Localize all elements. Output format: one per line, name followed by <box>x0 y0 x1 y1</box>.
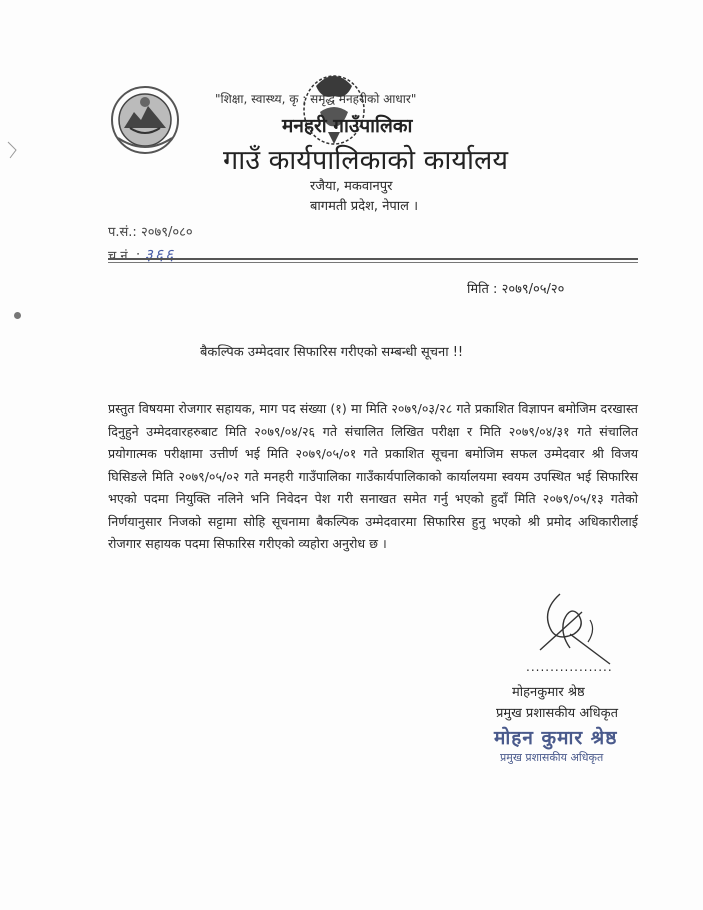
address-line-1: रजैया, मकवानपुर <box>310 179 393 194</box>
letter-body: प्रस्तुत विषयमा रोजगार सहायक, माग पद संख्या (१) मा मिति २०७९/०३/२८ गते प्रकाशित विज्ञापन बमोजिम दरखास्त दिनुहुने उम्मेदवारहरुबाट मिति २०७९/०४/२६ गते संचालित लिखित परीक्षा र मिति २०७९/०४/३१ गते संचालित प्रयोगात्मक परीक्षामा उत्तीर्ण भई मिति २०७९/०५/०१ गते प्रकाशित सूचना बमोजिम सफल उम्मेदवार श्री विजय घिसिङले मिति २०७९/०५/०२ गते मनहरी गाउँपालिका गाउँकार्यपालिकाको कार्यालयमा स्वयम उपस्थित भई सिफारिस भएको पदमा नियुक्ति नलिने भनि निवेदन पेश गरी सनाखत समेत गर्नु भएको हुदाँ मिति २०७९/०५/१३ गतेको निर्णयानुसार निजको सट्टामा सोहि सूचनामा बैकल्पिक उम्मेदवारमा सिफारिस हुनु भएको श्री प्रमोद अधिकारीलाई रोजगार सहायक पदमा सिफारिस गरीएको व्यहोरा अनुरोध छ । <box>108 401 638 551</box>
title-stamp: प्रमुख प्रशासकीय अधिकृत <box>500 751 604 764</box>
letter-subject: बैकल्पिक उम्मेदवार सिफारिस गरीएको सम्बन्धी सूचना !! <box>200 345 464 360</box>
name-stamp: मोहन कुमार श्रेष्ठ <box>494 727 618 749</box>
signer-title: प्रमुख प्रशासकीय अधिकृत <box>496 706 619 721</box>
header-divider-thin <box>108 262 638 263</box>
handwritten-signature <box>530 590 620 665</box>
signer-name: मोहनकुमार श्रेष्ठ <box>512 685 585 700</box>
signature-line: .................. <box>526 660 613 674</box>
org-name: मनहरी गाउँपालिका <box>282 115 413 137</box>
chalani-number: ३६६ <box>144 245 176 264</box>
chalani-label: च.नं. : <box>108 249 141 264</box>
nepal-government-emblem-icon <box>108 82 182 156</box>
address-line-2: बागमती प्रदेश, नेपाल । <box>310 199 419 214</box>
patra-sankhya: प.सं.: २०७९/०८० <box>108 225 193 240</box>
ink-smudge <box>14 312 21 319</box>
motto: "शिक्षा, स्वास्थ्य, कृ ; समृद्ध मनहरीको आधार" <box>215 92 417 106</box>
header-divider <box>108 258 638 260</box>
pen-mark <box>6 140 22 160</box>
letter-date: मिति : २०७९/०५/२० <box>467 282 565 297</box>
office-name: गाउँ कार्यपालिकाको कार्यालय <box>223 145 508 176</box>
